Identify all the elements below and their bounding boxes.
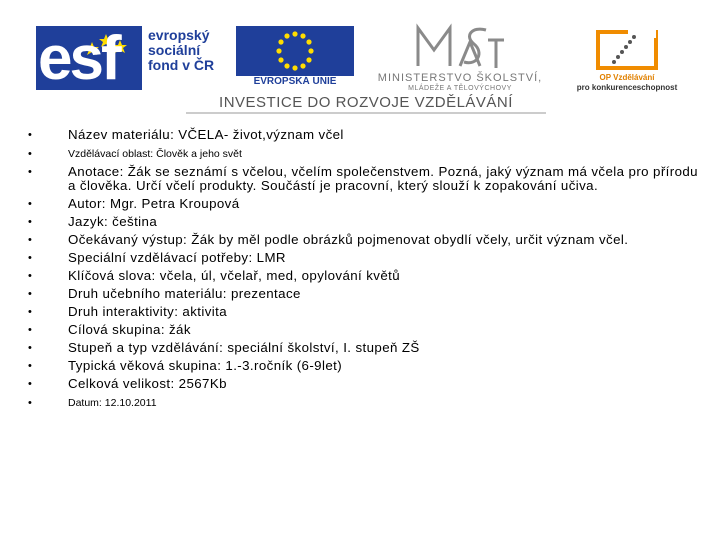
- info-item: [28, 287, 700, 301]
- msmt-logo: [362, 22, 558, 94]
- info-item: [28, 128, 700, 142]
- info-item-text: Celková velikost: 2567Kb: [68, 376, 227, 391]
- info-item-text: Cílová skupina: žák: [68, 322, 191, 337]
- info-item: [28, 305, 700, 319]
- info-item-text: Typická věková skupina: 1.-3.ročník (6-9let): [68, 358, 343, 373]
- esf-text-line1: evropský: [148, 27, 210, 43]
- esf-letters: esf: [38, 24, 119, 93]
- bullet-icon: •: [28, 378, 33, 390]
- info-item: [28, 148, 700, 161]
- info-item-text: Speciální vzdělávací potřeby: LMR: [68, 250, 286, 265]
- op-mark-icon: [594, 26, 660, 74]
- info-item-text: Datum: 12.10.2011: [68, 397, 157, 410]
- bullet-icon: •: [28, 234, 33, 246]
- info-item: [28, 165, 700, 193]
- info-item-text: Autor: Mgr. Petra Kroupová: [68, 196, 240, 211]
- bullet-icon: •: [28, 252, 33, 264]
- msmt-line1: MINISTERSTVO ŠKOLSTVÍ,: [377, 72, 543, 84]
- info-item: [28, 359, 700, 373]
- esf-text-line2: sociální: [148, 42, 201, 58]
- material-info: [28, 124, 700, 534]
- info-item: [28, 341, 700, 355]
- esf-logo: [36, 24, 236, 93]
- info-item-text: Očekávaný výstup: Žák by měl podle obrázků pojmenovat obydlí včely, určit význam včel.: [68, 232, 629, 247]
- info-item: [28, 251, 700, 265]
- msmt-mark-icon: [412, 22, 508, 72]
- bullet-icon: •: [28, 216, 33, 228]
- tagline-divider: [186, 112, 546, 114]
- msmt-line2: MLÁDEŽE A TĚLOVÝCHOVY: [408, 85, 512, 92]
- info-list: [28, 128, 700, 410]
- info-item: [28, 269, 700, 283]
- info-item: [28, 197, 700, 211]
- esf-flag-shape: [36, 24, 142, 93]
- info-item: [28, 323, 700, 337]
- info-item-text: Anotace: Žák se seznámí s včelou, včelím společenstvem. Pozná, jaký význam má včela pro přírodu a člověka. Určí včelí produkty. Součástí je pracovní, který slouží k zopakování učiva.: [68, 163, 698, 193]
- info-item: [28, 233, 700, 247]
- bullet-icon: •: [28, 128, 33, 141]
- eu-stars-icon: [236, 26, 354, 76]
- info-item: [28, 215, 700, 229]
- bullet-icon: •: [28, 342, 33, 354]
- bullet-icon: •: [28, 288, 33, 300]
- bullet-icon: •: [28, 324, 33, 336]
- info-item-text: Název materiálu: VČELA- život,význam včel: [68, 126, 344, 142]
- logo-banner: [0, 0, 720, 125]
- info-item-text: Druh interaktivity: aktivita: [68, 304, 227, 319]
- info-item-text: Stupeň a typ vzdělávání: speciální školství, I. stupeň ZŠ: [68, 340, 420, 355]
- bullet-icon: •: [28, 306, 33, 318]
- esf-text: [148, 28, 214, 73]
- investment-tagline: INVESTICE DO ROZVOJE VZDĚLÁVÁNÍ: [219, 94, 513, 111]
- bullet-icon: •: [28, 360, 33, 372]
- bullet-icon: •: [28, 165, 33, 178]
- eu-logo: [236, 26, 354, 90]
- info-item-text: Druh učebního materiálu: prezentace: [68, 286, 301, 301]
- op-line1: OP Vzdělávání: [599, 73, 655, 82]
- bullet-icon: •: [28, 148, 32, 160]
- op-logo: [562, 26, 692, 94]
- op-line2: pro konkurenceschopnost: [576, 83, 678, 92]
- bullet-icon: •: [28, 270, 33, 282]
- bullet-icon: •: [28, 397, 32, 410]
- info-item-text: Klíčová slova: včela, úl, včelař, med, opylování květů: [68, 268, 401, 283]
- info-item: [28, 377, 700, 391]
- eu-label: EVROPSKÁ UNIE: [253, 76, 337, 87]
- bullet-icon: •: [28, 198, 33, 210]
- info-item-text: Jazyk: čeština: [68, 214, 158, 229]
- eu-flag: [236, 26, 354, 76]
- esf-text-line3: fond v ČR: [148, 57, 215, 73]
- info-item: [28, 397, 700, 410]
- info-item-text: Vzdělávací oblast: Člověk a jeho svět: [68, 148, 242, 160]
